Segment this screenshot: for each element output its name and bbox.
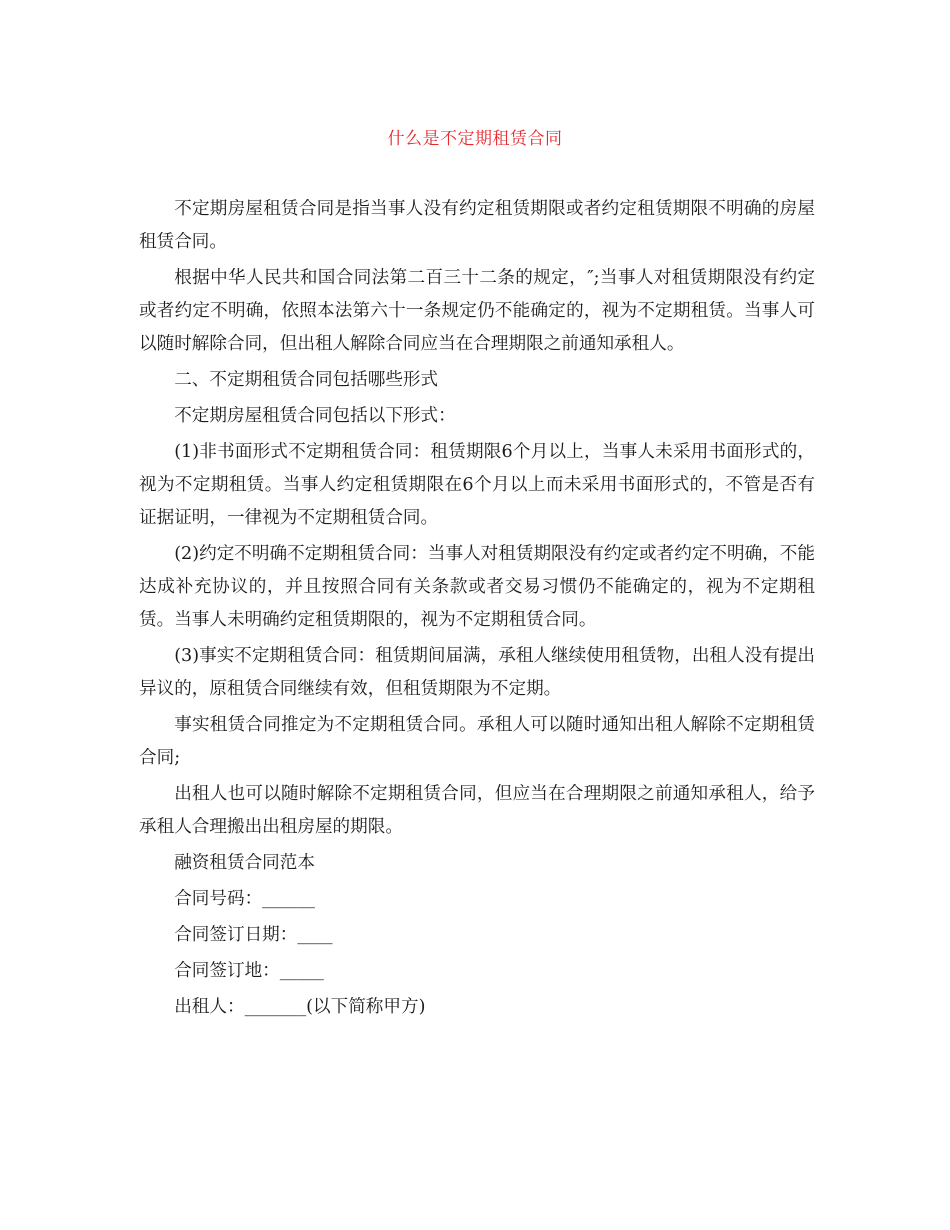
lessor-line: 出租人：_______(以下简称甲方) xyxy=(174,997,426,1017)
paragraph-lessor-rights: 出租人也可以随时解除不定期租赁合同，但应当在合理期限之前通知承租人，给予承租人合理搬出出租房屋的期限。 xyxy=(139,784,815,837)
paragraph-legal-basis: 根据中华人民共和国合同法第二百三十二条的规定，″;当事人对租赁期限没有约定或者约定不明确，依照本法第六十一条规定仍不能确定的，视为不定期租赁。当事人可以随时解除合同，但出租人解除合同应当在合理期限之前通知承租人。 xyxy=(139,268,815,354)
template-heading: 融资租赁合同范本 xyxy=(174,853,315,873)
contract-date-line: 合同签订日期：____ xyxy=(174,925,333,945)
paragraph-presumption: 事实租赁合同推定为不定期租赁合同。承租人可以随时通知出租人解除不定期租赁合同; xyxy=(139,715,815,768)
document-body xyxy=(139,193,815,1027)
section-heading: 二、不定期租赁合同包括哪些形式 xyxy=(174,370,439,390)
paragraph-form-3: (3)事实不定期租赁合同：租赁期间届满，承租人继续使用租赁物，出租人没有提出异议的，原租赁合同继续有效，但租赁期限为不定期。 xyxy=(139,646,815,699)
contract-place-line: 合同签订地：_____ xyxy=(174,961,324,981)
contract-number-line: 合同号码：______ xyxy=(174,889,315,909)
paragraph-form-2: (2)约定不明确不定期租赁合同：当事人对租赁期限没有约定或者约定不明确，不能达成补充协议的，并且按照合同有关条款或者交易习惯仍不能确定的，视为不定期租赁。当事人未明确约定租赁期限的，视为不定期租赁合同。 xyxy=(139,544,815,630)
document-title: 什么是不定期租赁合同 xyxy=(387,129,563,149)
paragraph-form-1: (1)非书面形式不定期租赁合同：租赁期限6个月以上，当事人未采用书面形式的，视为不定期租赁。当事人约定租赁期限在6个月以上而未采用书面形式的，不管是否有证据证明，一律视为不定期租赁合同。 xyxy=(139,442,815,528)
paragraph-forms-intro: 不定期房屋租赁合同包括以下形式： xyxy=(174,406,456,426)
paragraph-definition: 不定期房屋租赁合同是指当事人没有约定租赁期限或者约定租赁期限不明确的房屋租赁合同。 xyxy=(139,199,815,252)
